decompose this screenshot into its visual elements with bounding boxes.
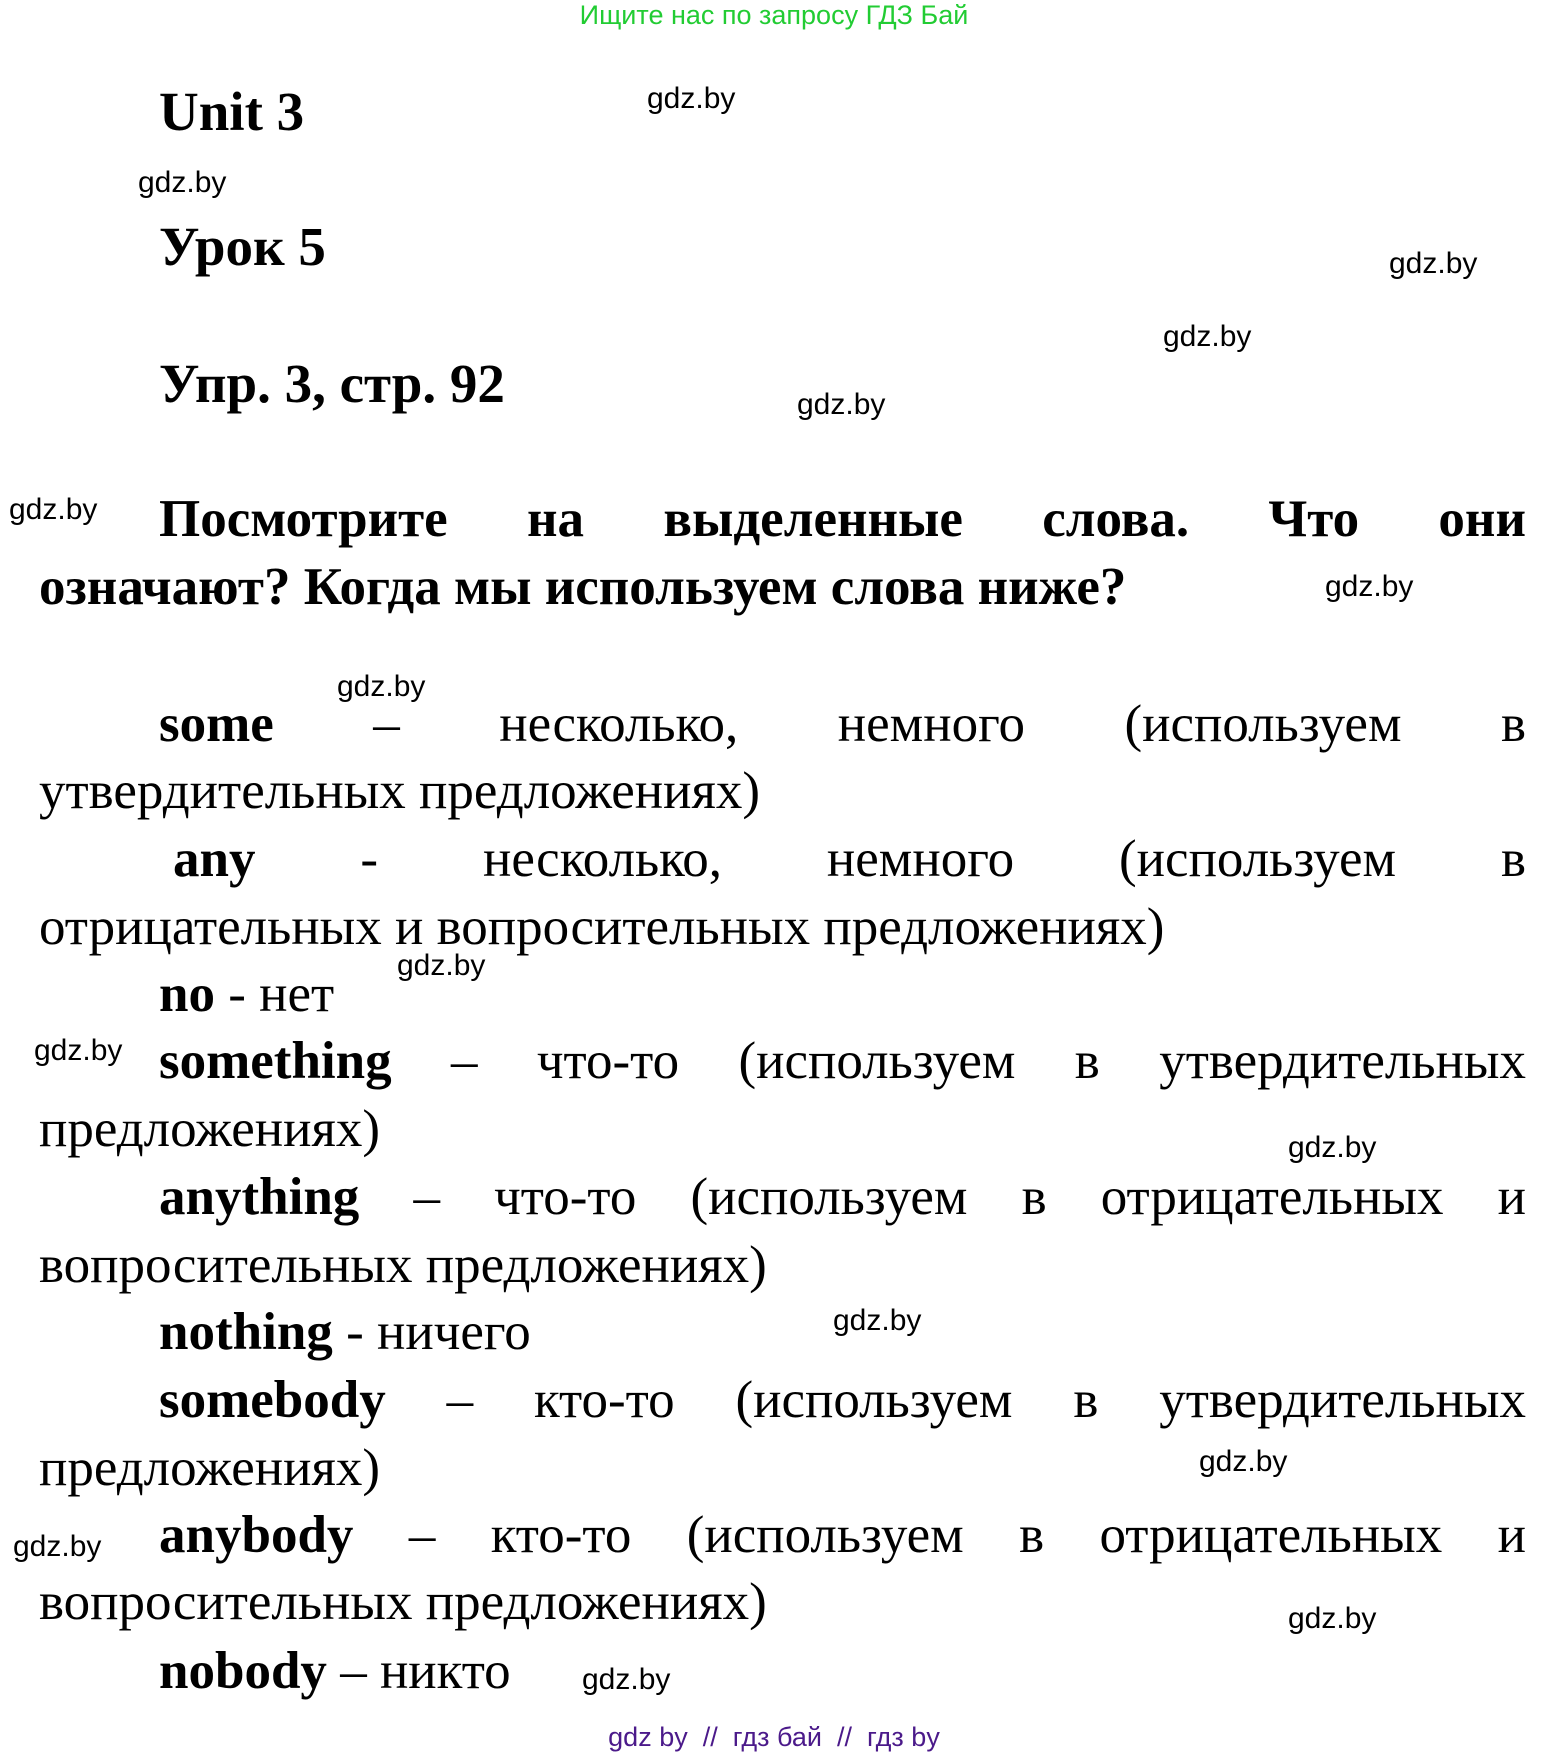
entry-anything-cont: вопросительных предложениях) <box>39 1236 767 1294</box>
entry-word: somebody <box>159 1371 386 1429</box>
entry-definition: – несколько, немного (используем в <box>373 695 1526 753</box>
entry-definition: – что-то (используем в отрицательных и <box>413 1168 1526 1226</box>
watermark: gdz.by <box>34 1034 123 1067</box>
entry-definition: - ничего <box>346 1303 531 1361</box>
entry-anything <box>159 1167 1526 1227</box>
entry-definition: - нет <box>228 965 335 1023</box>
footer-link-gdz-bai[interactable]: гдз бай <box>732 1722 822 1752</box>
entry-something <box>159 1031 1526 1091</box>
watermark: gdz.by <box>1325 570 1414 603</box>
watermark: gdz.by <box>797 388 886 421</box>
question-line-2: означают? Когда мы используем слова ниже? <box>39 558 1127 616</box>
watermark: gdz.by <box>1288 1131 1377 1164</box>
entry-word: no <box>159 965 215 1023</box>
lesson-heading: Урок 5 <box>159 216 326 277</box>
entry-any <box>173 829 1526 889</box>
unit-heading: Unit 3 <box>159 81 305 142</box>
watermark: gdz.by <box>138 166 227 199</box>
watermark: gdz.by <box>337 670 426 703</box>
entry-definition: – что-то (используем в утвердительных <box>451 1032 1526 1090</box>
footer-separator: // <box>837 1722 853 1752</box>
footer-links <box>0 1722 1548 1752</box>
entry-word: anybody <box>159 1506 354 1564</box>
watermark: gdz.by <box>1199 1445 1288 1478</box>
entry-nothing <box>159 1302 531 1362</box>
entry-any-cont: отрицательных и вопросительных предложениях) <box>39 898 1165 956</box>
entry-some-cont: утвердительных предложениях) <box>39 762 761 820</box>
watermark: gdz.by <box>1163 320 1252 353</box>
exercise-heading: Упр. 3, стр. 92 <box>159 353 505 414</box>
watermark: gdz.by <box>647 82 736 115</box>
watermark: gdz.by <box>9 493 98 526</box>
entry-somebody <box>159 1370 1526 1430</box>
entry-word: some <box>159 695 274 753</box>
entry-anybody-cont: вопросительных предложениях) <box>39 1573 767 1631</box>
entry-nobody <box>159 1641 511 1701</box>
watermark: gdz.by <box>1389 247 1478 280</box>
question-line-1: Посмотрите на выделенные слова. Что они <box>159 490 1526 548</box>
entry-definition: - несколько, немного (используем в <box>360 830 1526 888</box>
entry-definition: – кто-то (используем в утвердительных <box>446 1371 1527 1429</box>
search-banner: Ищите нас по запросу ГДЗ Бай <box>579 0 969 30</box>
entry-word: any <box>173 830 256 888</box>
entry-no <box>159 964 334 1024</box>
entry-definition: – никто <box>340 1642 511 1700</box>
watermark: gdz.by <box>582 1663 671 1696</box>
watermark: gdz.by <box>833 1304 922 1337</box>
footer-link-gdz-by-cyr[interactable]: гдз by <box>867 1722 940 1752</box>
entry-anybody <box>159 1505 1526 1565</box>
entry-somebody-cont: предложениях) <box>39 1439 380 1497</box>
watermark: gdz.by <box>1288 1602 1377 1635</box>
entry-word: something <box>159 1032 392 1090</box>
footer-link-gdz-by[interactable]: gdz by <box>608 1722 688 1752</box>
entry-word: nothing <box>159 1303 333 1361</box>
entry-word: nobody <box>159 1642 327 1700</box>
entry-definition: – кто-то (используем в отрицательных и <box>408 1506 1527 1564</box>
entry-word: anything <box>159 1168 360 1226</box>
watermark: gdz.by <box>13 1530 102 1563</box>
footer-separator: // <box>702 1722 718 1752</box>
entry-something-cont: предложениях) <box>39 1100 380 1158</box>
watermark: gdz.by <box>397 949 486 982</box>
